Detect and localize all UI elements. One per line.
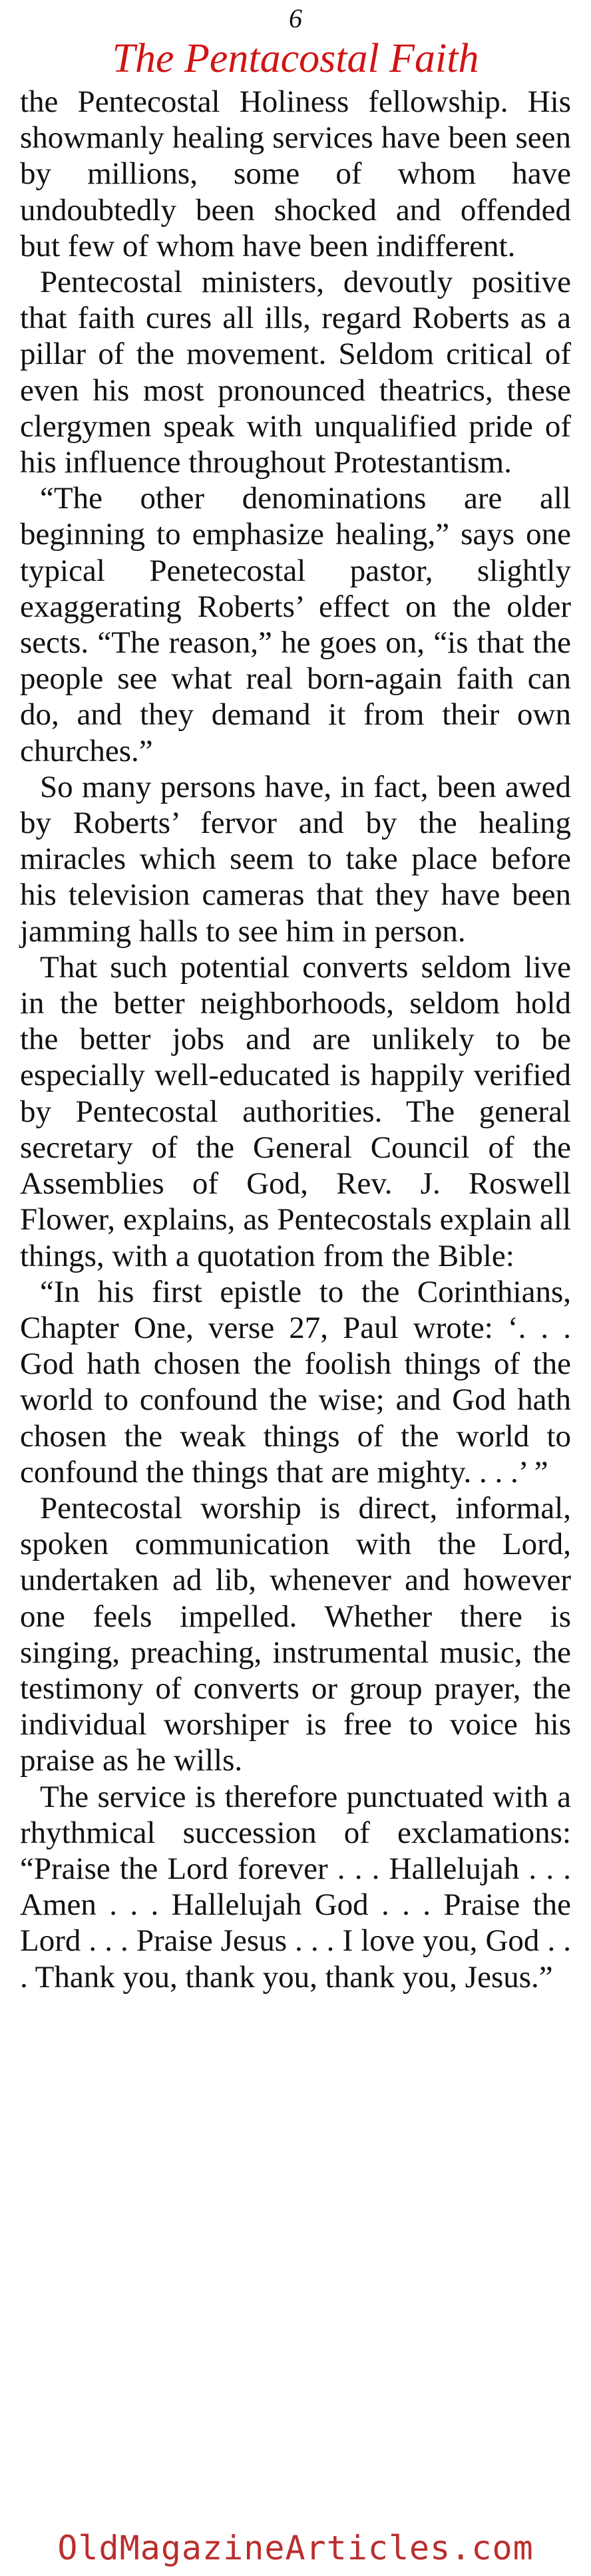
paragraph: Pentecostal ministers, devoutly positive that faith cures all ills, regard Roberts as a pillar of the movement. Seldom critical of even his most pronounced theatrics, these clergymen speak with unqualified pride of his influence throughout Protestantism. xyxy=(20,265,571,480)
page-number: 6 xyxy=(289,3,302,33)
paragraph: “In his first epistle to the Corinthians, Chapter One, verse 27, Paul wrote: ‘. . . God hath chosen the foolish things of the world to confound the wise; and God hath chosen the weak things of the world to confound the things that are mighty. . . .’ ” xyxy=(20,1274,571,1490)
article-title: The Pentacostal Faith xyxy=(112,36,479,81)
article-body xyxy=(20,84,571,1995)
paragraph: the Pentecostal Holiness fellowship. His showmanly healing services have been seen by millions, some of whom have undoubtedly been shocked and offended but few of whom have been indifferent. xyxy=(20,84,571,263)
paragraph: So many persons have, in fact, been awed by Roberts’ fervor and by the healing miracles which seem to take place before his television cameras that they have been jamming halls to see him in person. xyxy=(20,769,571,949)
paragraph: Pentecostal worship is direct, informal, spoken communication with the Lord, undertaken ad lib, whenever and however one feels impelled. Whether there is singing, preaching, instrumental music, the testimony of converts or group prayer, the individual worshiper is free to voice his praise as he wills. xyxy=(20,1490,571,1778)
site-watermark xyxy=(0,2528,591,2568)
watermark-text: OldMagazineArticles.com xyxy=(57,2529,534,2567)
paragraph: The service is therefore punctuated with a rhythmical succession of exclamations: “Praise the Lord forever . . . Hallelujah . . . Amen . . . Hallelujah God . . . Praise the Lord . . . Praise Jesus . . . I love you, God . . . Thank you, thank you, thank you, Jesus.” xyxy=(20,1779,571,1995)
paragraph: That such potential converts seldom live in the better neighborhoods, seldom hold the better jobs and are unlikely to be especially well-educated is happily verified by Pentecostal authorities. The general secretary of the General Council of the Assemblies of God, Rev. J. Roswell Flower, explains, as Pentecostals explain all things, with a quotation from the Bible: xyxy=(20,949,571,1273)
paragraph: “The other denominations are all beginning to emphasize healing,” says one typical Penetecostal pastor, slightly exaggerating Roberts’ effect on the older sects. “The reason,” he goes on, “is that the people see what real born-again faith can do, and they demand it from their own churches.” xyxy=(20,481,571,768)
